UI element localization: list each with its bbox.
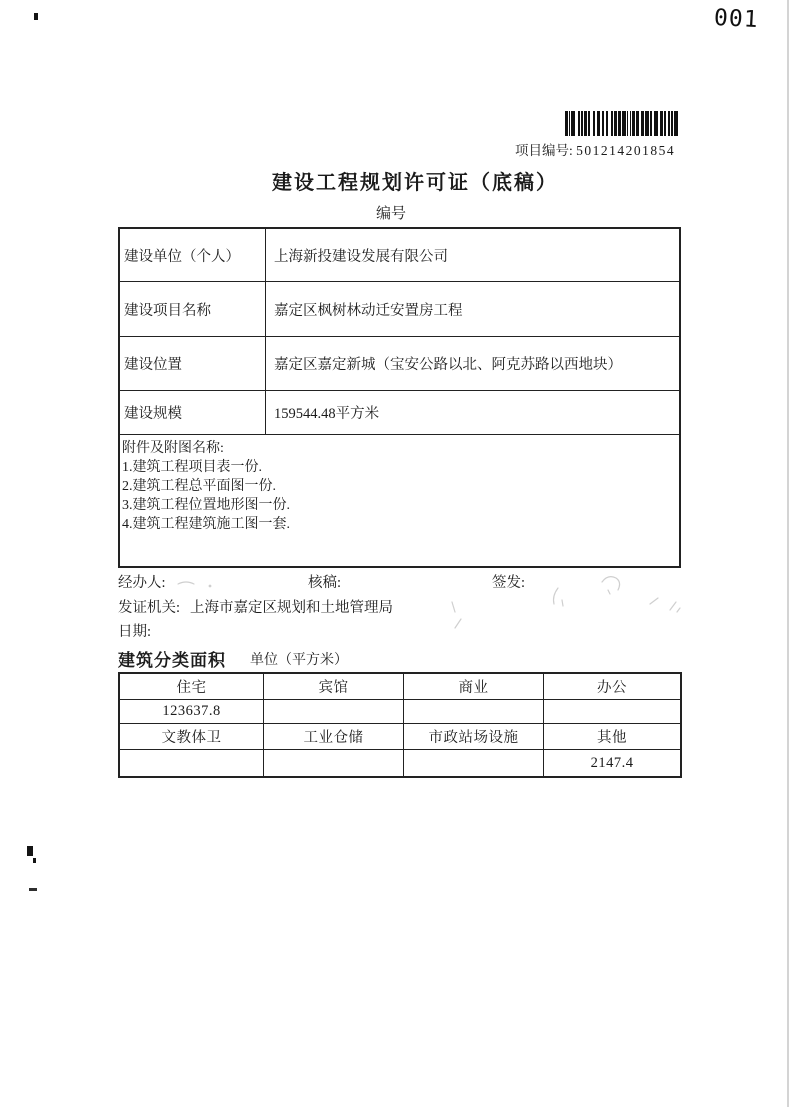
area-section-title: 建筑分类面积	[118, 651, 226, 670]
area-header-cell: 宾馆	[264, 674, 404, 700]
row-value: 上海新投建设发展有限公司	[274, 248, 448, 265]
attachments-block	[120, 435, 679, 566]
row-label: 建设规模	[120, 391, 266, 434]
table-row	[120, 391, 679, 435]
attachment-item: 2.建筑工程总平面图一份.	[122, 479, 276, 494]
area-unit-label: 单位（平方米）	[250, 653, 348, 668]
area-value-cell	[404, 750, 544, 776]
date-label: 日期:	[118, 624, 152, 640]
project-number-label: 项目编号:	[515, 143, 573, 158]
issue-label: 签发:	[492, 575, 526, 591]
area-value-cell	[404, 700, 544, 724]
serial-label: 编号	[375, 206, 406, 222]
area-header-cell: 市政站场设施	[404, 724, 544, 750]
permit-table	[118, 227, 681, 568]
scan-speck	[34, 13, 38, 20]
scan-speck	[29, 888, 37, 891]
attachment-item: 3.建筑工程位置地形图一份.	[122, 498, 290, 513]
area-header-cell: 文教体卫	[120, 724, 264, 750]
area-header-cell: 办公	[544, 674, 680, 700]
row-label: 建设单位（个人）	[120, 229, 266, 281]
table-row	[120, 337, 679, 391]
barcode-icon	[565, 111, 678, 136]
row-label: 建设位置	[120, 337, 266, 390]
area-value-cell: 123637.8	[120, 700, 264, 724]
area-value-cell	[264, 700, 404, 724]
attachment-item: 4.建筑工程建筑施工图一套.	[122, 517, 290, 532]
authority-label: 发证机关:	[118, 600, 181, 616]
area-header-cell: 住宅	[120, 674, 264, 700]
page-number: 001	[713, 4, 760, 34]
area-table	[118, 672, 682, 778]
attachment-item: 1.建筑工程项目表一份.	[122, 460, 262, 475]
handler-label: 经办人:	[118, 575, 166, 591]
row-value: 159544.48平方米	[274, 406, 380, 422]
row-value: 嘉定区枫树林动迁安置房工程	[274, 302, 463, 319]
authority-value: 上海市嘉定区规划和土地管理局	[190, 600, 394, 616]
area-value-cell	[544, 700, 680, 724]
scan-speck	[33, 858, 36, 863]
area-header-cell: 其他	[544, 724, 680, 750]
project-number-value: 501214201854	[576, 143, 676, 158]
scan-speck	[27, 846, 33, 856]
authority-line	[118, 596, 393, 617]
review-label: 核稿:	[308, 575, 342, 591]
area-value-cell	[264, 750, 404, 776]
table-row	[120, 282, 679, 337]
area-value-cell: 2147.4	[590, 754, 634, 771]
area-value-cell	[120, 750, 264, 776]
document-title: 建设工程规划许可证（底稿）	[272, 172, 558, 194]
attachments-title: 附件及附图名称:	[122, 441, 224, 456]
project-number-line	[515, 139, 675, 159]
table-row	[120, 229, 679, 282]
row-label: 建设项目名称	[120, 282, 266, 336]
area-header-cell: 商业	[404, 674, 544, 700]
row-value: 嘉定区嘉定新城（宝安公路以北、阿克苏路以西地块）	[274, 357, 622, 373]
area-header-cell: 工业仓储	[264, 724, 404, 750]
